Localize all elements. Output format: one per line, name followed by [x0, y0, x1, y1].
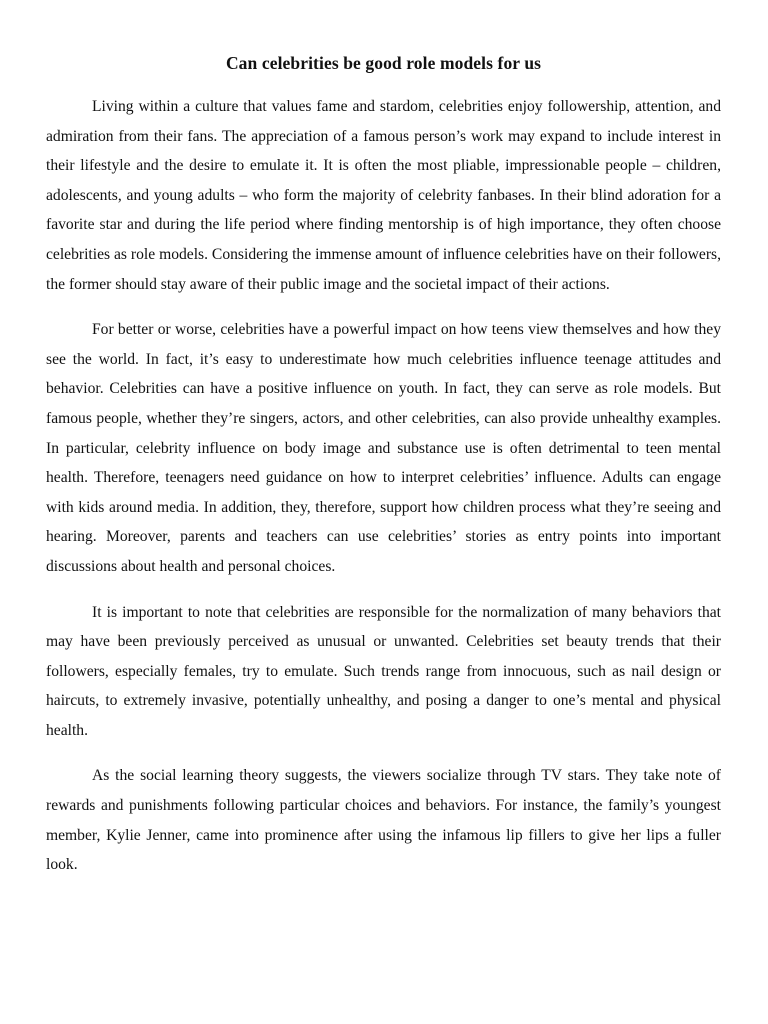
document-page — [46, 50, 721, 896]
paragraph-2: For better or worse, celebrities have a powerful impact on how teens view themselves and how they see the world. In fact, it’s easy to underestimate how much celebrities influence teenage attitudes and behavior. Celebrities can have a positive influence on youth. In fact, they can serve as role models. But famous people, whether they’re singers, actors, and other celebrities, can also provide unhealthy examples. In particular, celebrity influence on body image and substance use is often detrimental to teen mental health. Therefore, teenagers need guidance on how to interpret celebrities’ influence. Adults can engage with kids around media. In addition, they, therefore, support how children process what they’re seeing and hearing. Moreover, parents and teachers can use celebrities’ stories as entry points into important discussions about health and personal choices. — [46, 321, 721, 575]
paragraph-3: It is important to note that celebrities are responsible for the normalization of many behaviors that may have been previously perceived as unusual or unwanted. Celebrities set beauty trends that their followers, especially females, try to emulate. Such trends range from innocuous, such as nail design or haircuts, to extremely invasive, potentially unhealthy, and posing a danger to one’s mental and physical health. — [46, 603, 721, 739]
paragraph-4: As the social learning theory suggests, the viewers socialize through TV stars. They take note of rewards and punishments following particular choices and behaviors. For instance, the family’s youngest member, Kylie Jenner, came into prominence after using the infamous lip fillers to give her lips a fuller look. — [46, 767, 721, 874]
paragraph-1: Living within a culture that values fame and stardom, celebrities enjoy followership, attention, and admiration from their fans. The appreciation of a famous person’s work may expand to include interest in their lifestyle and the desire to emulate it. It is often the most pliable, impressionable people – children, adolescents, and young adults – who form the majority of celebrity fanbases. In their blind adoration for a favorite star and during the life period where finding mentorship is of high importance, they often choose celebrities as role models. Considering the immense amount of influence celebrities have on their followers, the former should stay aware of their public image and the societal impact of their actions. — [46, 98, 721, 293]
document-title: Can celebrities be good role models for us — [225, 53, 542, 73]
